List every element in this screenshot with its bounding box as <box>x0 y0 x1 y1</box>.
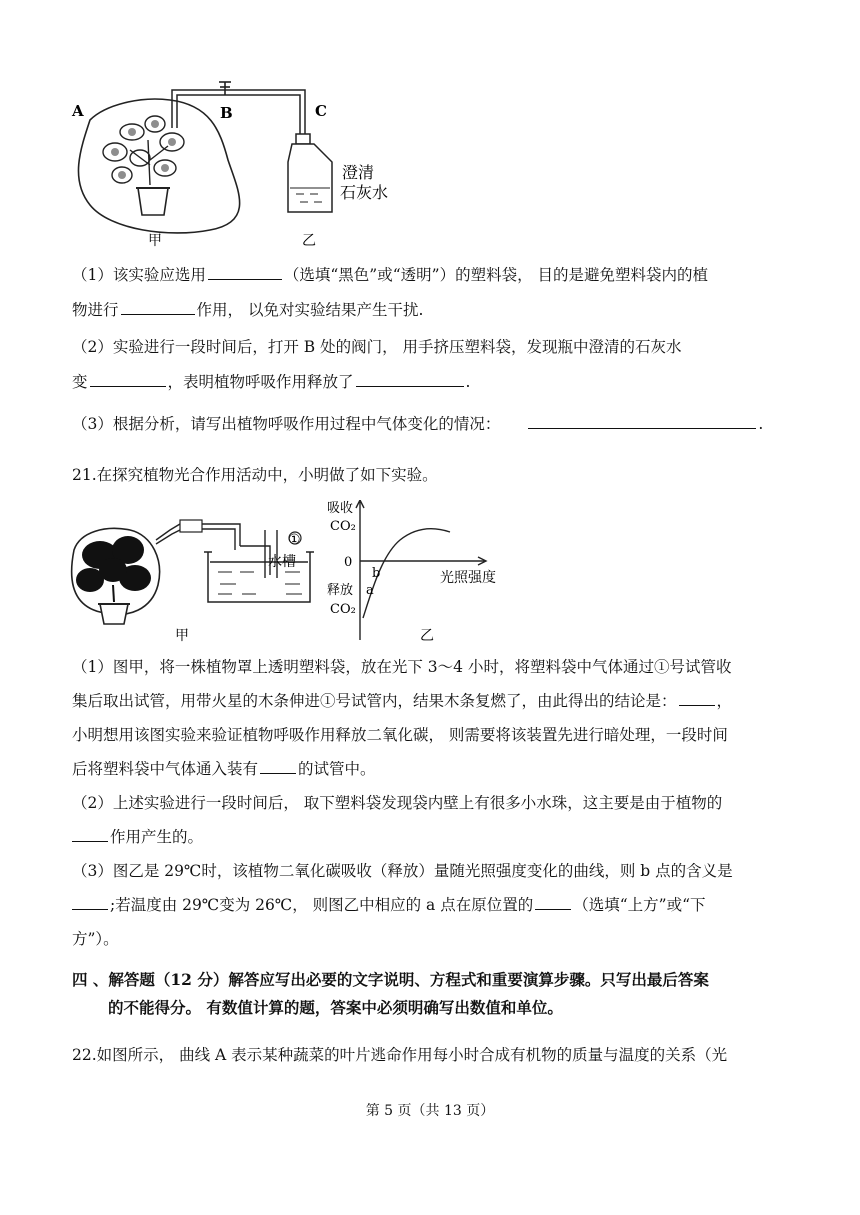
page-footer: 第 5 页（共 13 页） <box>365 1103 495 1119</box>
q21-p2-l2: 作用产生的。 <box>110 828 204 846</box>
q21-p1-l4b: 的试管中。 <box>298 760 376 778</box>
q21-part3 <box>72 854 802 956</box>
q20-p1-c: 物进行 <box>72 301 119 319</box>
answer-blank <box>90 370 166 387</box>
section-4-heading-l1: 四 、解答题（12 分）解答应写出必要的文字说明、方程式和重要演算步骤。只写出最后答案 <box>72 970 709 989</box>
q21-p1-l3: 小明想用该图实验来验证植物呼吸作用释放二氧化碳， 则需要将该装置先进行暗处理，一段时间 <box>72 726 728 744</box>
q21-part2 <box>72 786 802 854</box>
y-label-absorb: 吸收 <box>327 501 354 516</box>
caption-jia: 甲 <box>148 233 162 249</box>
answer-blank <box>72 893 108 910</box>
section-4-heading-l2: 的不能得分。 有数值计算的题，答案中必须明确写出数值和单位。 <box>108 998 563 1017</box>
q21-p3-l2b: （选填“上方”或“下 <box>573 896 706 914</box>
photosynthesis-figure <box>60 500 520 645</box>
q21-p3-l2a: ;若温度由 29℃变为 26℃， 则图乙中相应的 a 点在原位置的 <box>110 896 534 914</box>
q21-p1-l1: （1）图甲，将一株植物罩上透明塑料袋，放在光下 3～4 小时，将塑料袋中气体通过①号试管收 <box>72 658 732 676</box>
flower-pot <box>138 188 168 215</box>
limewater-label-line1: 澄清 <box>342 163 375 182</box>
q21-p1-l4a: 后将塑料袋中气体通入装有 <box>72 760 259 778</box>
point-b: b <box>372 566 381 581</box>
q20-p2-b: 变 <box>72 373 88 391</box>
caption-yi: 乙 <box>302 233 316 249</box>
valve-icon <box>219 82 231 95</box>
answer-blank <box>72 825 108 842</box>
answer-blank <box>679 689 715 706</box>
answer-blank <box>121 298 195 315</box>
q22-stem <box>72 1038 802 1073</box>
connecting-tube <box>172 90 305 135</box>
q21-part1 <box>72 650 802 786</box>
y-label-co2-top: CO₂ <box>330 519 356 534</box>
q21-p1-l2b: ， <box>716 692 733 710</box>
q20-p2-c: ，表明植物呼吸作用释放了 <box>167 373 354 391</box>
limewater-label-line2: 石灰水 <box>340 183 389 202</box>
section-4-heading <box>72 966 802 1022</box>
answer-blank <box>356 370 464 387</box>
q20-part3 <box>72 407 802 442</box>
tank-label: 水槽 <box>268 554 296 570</box>
limewater-bottle <box>288 134 332 212</box>
q20-p2-d: . <box>465 373 471 391</box>
flower-pot <box>100 604 128 624</box>
respiration-apparatus-figure <box>60 80 440 250</box>
label-a: A <box>72 102 84 120</box>
q21-stem-text: 21.在探究植物光合作用活动中，小明做了如下实验。 <box>72 466 438 484</box>
label-b: B <box>220 104 233 122</box>
q20-p1-a: （1）该实验应选用 <box>72 266 206 284</box>
label-c: C <box>315 102 327 120</box>
q21-p3-l3: 方”）。 <box>72 930 119 948</box>
q21-stem <box>72 458 802 493</box>
tube-label: ① <box>288 532 301 548</box>
caption-jia: 甲 <box>175 628 189 644</box>
q20-p1-b: （选填“黑色”或“透明”）的塑料袋， 目的是避免塑料袋内的植 <box>283 266 709 284</box>
y-label-release: 释放 <box>327 583 354 598</box>
q20-p3-b: . <box>758 415 764 433</box>
caption-yi: 乙 <box>420 628 434 644</box>
x-axis-label: 光照强度 <box>440 570 496 586</box>
q22-stem-text: 22.如图所示， 曲线 A 表示某种蔬菜的叶片逃命作用每小时合成有机物的质量与温度的关系（光 <box>72 1046 728 1064</box>
answer-blank <box>528 412 756 429</box>
point-a: a <box>366 583 374 598</box>
q21-p2-l1: （2）上述实验进行一段时间后， 取下塑料袋发现袋内壁上有很多小水珠，这主要是由于植物的 <box>72 794 723 812</box>
q20-part1 <box>72 258 802 328</box>
q21-p3-l1: （3）图乙是 29℃时，该植物二氧化碳吸收（释放）量随光照强度变化的曲线，则 b 点的含义是 <box>72 862 733 880</box>
q20-p1-d: 作用， 以免对实验结果产生干扰. <box>196 301 424 319</box>
y-label-co2-bottom: CO₂ <box>330 602 356 617</box>
q20-p3-a: （3）根据分析，请写出植物呼吸作用过程中气体变化的情况： <box>72 415 501 433</box>
answer-blank <box>260 757 296 774</box>
zero-label: 0 <box>344 555 353 570</box>
answer-blank <box>535 893 571 910</box>
q20-part2 <box>72 330 802 400</box>
q21-p1-l2a: 集后取出试管，用带火星的木条伸进①号试管内，结果木条复燃了，由此得出的结论是： <box>72 692 677 710</box>
answer-blank <box>208 263 282 280</box>
q20-p2-a: （2）实验进行一段时间后，打开 B 处的阀门， 用手挤压塑料袋，发现瓶中澄清的石灰水 <box>72 338 682 356</box>
